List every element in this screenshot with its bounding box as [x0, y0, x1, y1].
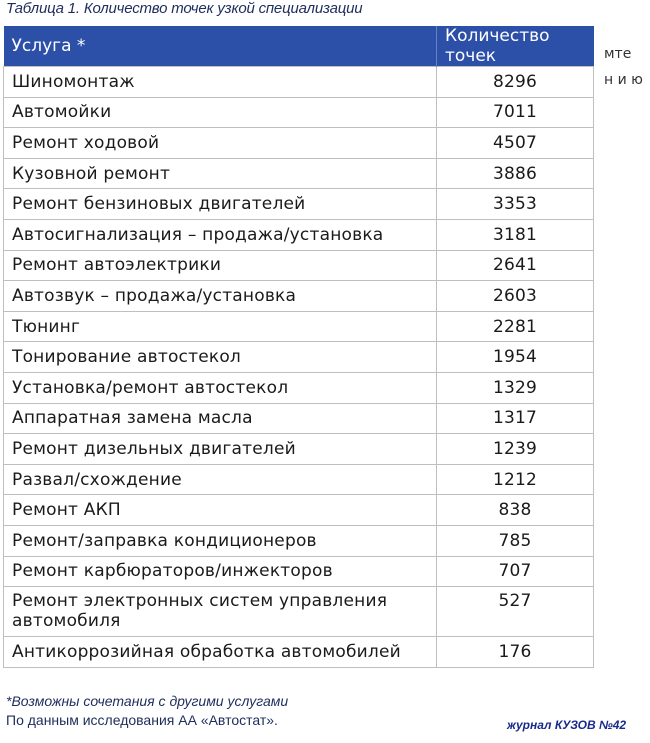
table-row	[4, 342, 594, 373]
service-cell: Аппаратная замена масла	[4, 403, 437, 434]
service-cell: Автомойки	[4, 97, 437, 128]
edge-text-cropped-1: мте	[604, 46, 632, 60]
service-cell: Шиномонтаж	[4, 67, 437, 98]
count-cell: 707	[437, 556, 594, 587]
table-row	[4, 434, 594, 465]
count-cell: 1212	[437, 464, 594, 495]
service-cell: Ремонт автоэлектрики	[4, 250, 437, 281]
journal-label: журнал КУЗОВ №42	[507, 718, 627, 732]
service-cell: Автозвук – продажа/установка	[4, 281, 437, 312]
footnote	[6, 692, 288, 730]
table-row	[4, 495, 594, 526]
footnote-note: *Возможны сочетания с другими услугами	[6, 693, 289, 709]
table-row	[4, 556, 594, 587]
service-cell: Автосигнализация – продажа/установка	[4, 219, 437, 250]
service-cell: Ремонт электронных систем управления автомобиля	[4, 587, 437, 637]
table-header-row	[4, 26, 594, 67]
service-cell: Ремонт ходовой	[4, 128, 437, 159]
table-row	[4, 67, 594, 98]
table-row	[4, 97, 594, 128]
services-table	[3, 26, 594, 668]
column-header-service: Услуга *	[4, 26, 437, 67]
count-cell: 1329	[437, 372, 594, 403]
table-row	[4, 372, 594, 403]
service-cell: Ремонт карбюраторов/инжекторов	[4, 556, 437, 587]
count-cell: 527	[437, 587, 594, 637]
table-row	[4, 128, 594, 159]
service-cell: Антикоррозийная обработка автомобилей	[4, 637, 437, 668]
service-cell: Ремонт дизельных двигателей	[4, 434, 437, 465]
table-row	[4, 311, 594, 342]
table-row	[4, 403, 594, 434]
count-cell: 2281	[437, 311, 594, 342]
service-cell: Тонирование автостекол	[4, 342, 437, 373]
column-header-count: Количество точек	[437, 26, 594, 67]
table-row	[4, 587, 594, 637]
table-row	[4, 637, 594, 668]
count-cell: 7011	[437, 97, 594, 128]
table-row	[4, 189, 594, 220]
table-row	[4, 525, 594, 556]
service-cell: Развал/схождение	[4, 464, 437, 495]
count-cell: 3181	[437, 219, 594, 250]
count-cell: 2641	[437, 250, 594, 281]
count-cell: 8296	[437, 67, 594, 98]
table-row	[4, 250, 594, 281]
table-body	[4, 67, 594, 668]
count-cell: 176	[437, 637, 594, 668]
table-row	[4, 219, 594, 250]
table-row	[4, 158, 594, 189]
count-cell: 1317	[437, 403, 594, 434]
table-row	[4, 281, 594, 312]
service-cell: Ремонт бензиновых двигателей	[4, 189, 437, 220]
count-cell: 785	[437, 525, 594, 556]
service-cell: Тюнинг	[4, 311, 437, 342]
count-cell: 1954	[437, 342, 594, 373]
table-row	[4, 464, 594, 495]
count-cell: 2603	[437, 281, 594, 312]
service-cell: Кузовной ремонт	[4, 158, 437, 189]
service-cell: Ремонт/заправка кондиционеров	[4, 525, 437, 556]
service-cell: Ремонт АКП	[4, 495, 437, 526]
count-cell: 1239	[437, 434, 594, 465]
footnote-source: По данным исследования АА «Автостат».	[6, 712, 278, 728]
service-cell: Установка/ремонт автостекол	[4, 372, 437, 403]
edge-text-cropped-2: н и ю	[604, 72, 643, 88]
count-cell: 838	[437, 495, 594, 526]
table-caption: Таблица 1. Количество точек узкой специализации	[6, 0, 363, 17]
count-cell: 4507	[437, 128, 594, 159]
count-cell: 3886	[437, 158, 594, 189]
count-cell: 3353	[437, 189, 594, 220]
